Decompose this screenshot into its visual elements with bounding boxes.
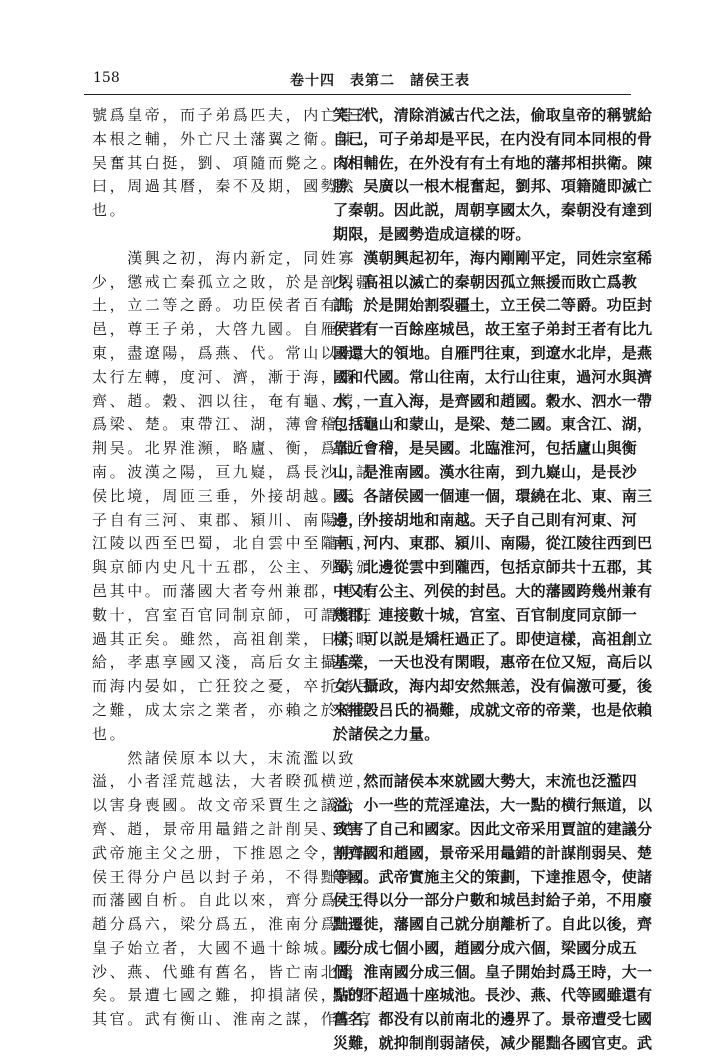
translation-text-line — [333, 747, 633, 771]
classical-text-line: 矣。景遭七國之難，抑損諸侯，減黜 — [92, 986, 374, 1005]
translation-text-line: 侯王得以分一部分户數和城邑封給子弟，不用廢 — [333, 891, 653, 910]
translation-text-line: 於諸侯之力量。 — [333, 724, 440, 743]
translation-text-line: 點的不超過十座城池。長沙、燕、代等國雖還有 — [333, 986, 653, 1005]
classical-text-line: 號爲皇帝，而子弟爲匹夫，内亡骨肉 — [92, 106, 374, 124]
translation-text-line: 割齊國和趙國，景帝采用鼂錯的計謀削弱吴、楚 — [333, 843, 653, 862]
translation-text-line: 樣，可以説是矯枉過正了。即使這樣，高祖創立 — [333, 629, 653, 648]
translation-text-line: 蜀，北邊從雲中到隴西，包括京師共十五郡，其 — [333, 558, 653, 577]
header-rule — [84, 94, 631, 95]
translation-text-line: 女人攝政，海内却安然無恙，没有偏激可憂，後 — [333, 677, 653, 696]
translation-text-line: 期限，是國勢造成這樣的呀。 — [333, 224, 531, 243]
classical-text-line: 侯比境，周匝三垂，外接胡越。天 — [92, 486, 357, 505]
translation-text-line: 個，淮南國分成三個。皇子開始封爲王時，大一 — [333, 962, 653, 981]
translation-text-line: 少，高祖以滅亡的秦朝因孤立無援而敗亡爲教 — [333, 272, 638, 291]
classical-text-line: 邑，尊王子弟，大啓九國。自雁門以 — [92, 320, 374, 339]
translation-text-line: 致害了自己和國家。因此文帝采用賈誼的建議分 — [333, 819, 653, 838]
translation-text-line: 國和代國。常山往南，太行山往東，過河水與濟 — [333, 367, 653, 386]
translation-text-line: 笑三代，清除消滅古代之法，偷取皇帝的稱號給 — [333, 106, 653, 124]
translation-text-line: 幾郡，連接數十城，宫室、百官制度同京師一 — [333, 605, 638, 624]
classical-text-line — [92, 223, 322, 247]
translation-text-line: 災難，就抑制削弱諸侯，减少罷黜各國官吏。武 — [333, 1034, 653, 1053]
translation-text-line: 水，一直入海，是齊國和趙國。穀水、泗水一帶 — [333, 391, 653, 410]
classical-text-line: 也。 — [92, 201, 128, 220]
classical-text-line: 曰，周過其曆，秦不及期，國勢然 — [92, 177, 357, 196]
translation-text-line: 自己，可子弟却是平民，在内没有同本同根的骨 — [333, 129, 653, 148]
translation-text-line: 等國。武帝實施主父的策劃，下達推恩令，使諸 — [333, 867, 653, 886]
classical-text-line: 數十，宫室百官同制京師，可謂撟枉 — [92, 605, 374, 624]
classical-text-line: 武帝施主父之册，下推恩之令，使諸 — [92, 843, 374, 862]
classical-text-line: 東，盡遼陽，爲燕、代。常山以南， — [92, 343, 374, 362]
classical-text-line: 之難，成太宗之業者，亦賴之於諸侯 — [92, 700, 374, 719]
translation-text-line: 基業，一天也没有閑暇，惠帝在位又短，高后以 — [333, 653, 653, 672]
classical-text-line: 沙、燕、代雖有舊名，皆亡南北邊 — [92, 962, 357, 981]
translation-text-line: 訓，於是開始割裂疆土，立王侯二等爵。功臣封 — [333, 296, 653, 315]
translation-text-line: 國還大的領地。自雁門往東，到遼水北岸，是燕 — [333, 343, 653, 362]
classical-text-line: 其官。武有衡山、淮南之謀，作左官 — [92, 1010, 374, 1029]
translation-text-line: 然而諸侯本來就國大勢大，末流也泛濫四 — [333, 772, 638, 791]
classical-text-line: 與京師内史凡十五郡，公主、列侯頒 — [92, 558, 374, 577]
translation-text-line: 國。各諸侯國一個連一個，環繞在北、東、南三 — [333, 486, 653, 505]
classical-text-line: 南。波漢之陽，亘九嶷，爲長沙。諸 — [92, 462, 374, 481]
classical-text-line: 江陵以西至巴蜀，北自雲中至隴西， — [92, 534, 374, 553]
translation-text-line: 南、河内、東郡、潁川、南陽，從江陵往西到巴 — [333, 534, 653, 553]
classical-text-line: 漢興之初，海内新定，同姓寡 — [92, 248, 357, 267]
classical-text-line: 皇子始立者，大國不過十餘城。長 — [92, 938, 357, 957]
classical-text-column — [92, 104, 374, 1032]
classical-text-line: 吴奮其白挺，劉、項隨而斃之。故 — [92, 153, 357, 172]
page-number: 158 — [93, 70, 120, 86]
classical-text-line: 土，立二等之爵。功臣侯者百有餘 — [92, 296, 357, 315]
classical-text-line: 邑其中。而藩國大者夸州兼郡，連城 — [92, 581, 374, 600]
running-header: 卷十四 表第二 諸侯王表 — [290, 73, 470, 89]
translation-text-line: 中又有公主、列侯的封邑。大的藩國跨幾州兼有 — [333, 581, 653, 600]
translation-text-line: 侯者有一百餘座城邑，故王室子弟封王者有比九 — [333, 320, 653, 339]
translation-text-line: 肉相輔佐，在外没有有土有地的藩邦相拱衛。陳 — [333, 153, 653, 172]
classical-text-line: 本根之輔，外亡尺土藩翼之衛。陳、 — [92, 129, 374, 148]
classical-text-line: 溢，小者淫荒越法，大者睽孤横逆， — [92, 772, 374, 791]
classical-text-line: 趙分爲六，梁分爲五，淮南分爲三。 — [92, 915, 374, 934]
translation-text-line: 來摧毁吕氏的禍難，成就文帝的帝業，也是依賴 — [333, 700, 653, 719]
translation-text-line: 了秦朝。因此説，周朝享國太久，秦朝没有達到 — [333, 201, 653, 220]
classical-text-line: 子自有三河、東郡、潁川、南陽，自 — [92, 510, 374, 529]
translation-text-line: 靠近會稽，是吴國。北臨淮河，包括廬山與衡 — [333, 439, 638, 458]
translation-text-line: 溢，小一些的荒淫違法，大一點的横行無道，以 — [333, 796, 653, 815]
classical-text-line: 齊、趙，景帝用鼂錯之計削吴、楚。 — [92, 819, 374, 838]
classical-text-line: 以害身喪國。故文帝采賈生之議分 — [92, 796, 357, 815]
classical-text-line: 齊、趙。穀、泗以往，奄有龜、蒙， — [92, 391, 374, 410]
translation-text-line: 黜遷徙，藩國自己就分崩離析了。自此以後，齊 — [333, 915, 653, 934]
classical-text-line: 荆吴。北界淮瀕，略廬、衡，爲淮 — [92, 439, 357, 458]
translation-text-line: 包括龜山和蒙山，是梁、楚二國。東含江、湖， — [333, 415, 653, 434]
translation-text-line: 漢朝興起初年，海内剛剛平定，同姓宗室稀 — [333, 248, 653, 267]
translation-text-line: 邊，外接胡地和南越。天子自己則有河東、河 — [333, 510, 638, 529]
classical-text-line: 也。 — [92, 724, 128, 743]
classical-text-line: 過其正矣。雖然，高祖創業，日不暇 — [92, 629, 374, 648]
classical-text-line: 侯王得分户邑以封子弟，不得黜陟， — [92, 867, 374, 886]
translation-text-line: 山，是淮南國。漢水往南，到九嶷山，是長沙 — [333, 462, 638, 481]
translation-text-line: 舊名，都没有以前南北的邊界了。景帝遭受七國 — [333, 1010, 653, 1029]
classical-text-line: 而藩國自析。自此以來，齊分爲七， — [92, 891, 374, 910]
classical-text-line: 爲梁、楚。東帶江、湖，薄會稽，爲 — [92, 415, 374, 434]
classical-text-line: 給，孝惠享國又淺，高后女主攝位， — [92, 653, 374, 672]
classical-text-line: 少，懲戒亡秦孤立之敗，於是剖裂疆 — [92, 272, 374, 291]
translation-text-line: 勝、吴廣以一根木棍奮起，劉邦、項籍隨即滅亡 — [333, 177, 653, 196]
classical-text-line: 太行左轉，度河、濟，漸于海，爲 — [92, 367, 357, 386]
translation-text-line: 國分成七個小國，趙國分成六個，梁國分成五 — [333, 938, 638, 957]
vernacular-translation-column — [333, 104, 653, 1056]
classical-text-line: 然諸侯原本以大，末流濫以致 — [92, 748, 357, 767]
classical-text-line: 而海内晏如，亡狂狡之憂，卒折諸吕 — [92, 677, 374, 696]
